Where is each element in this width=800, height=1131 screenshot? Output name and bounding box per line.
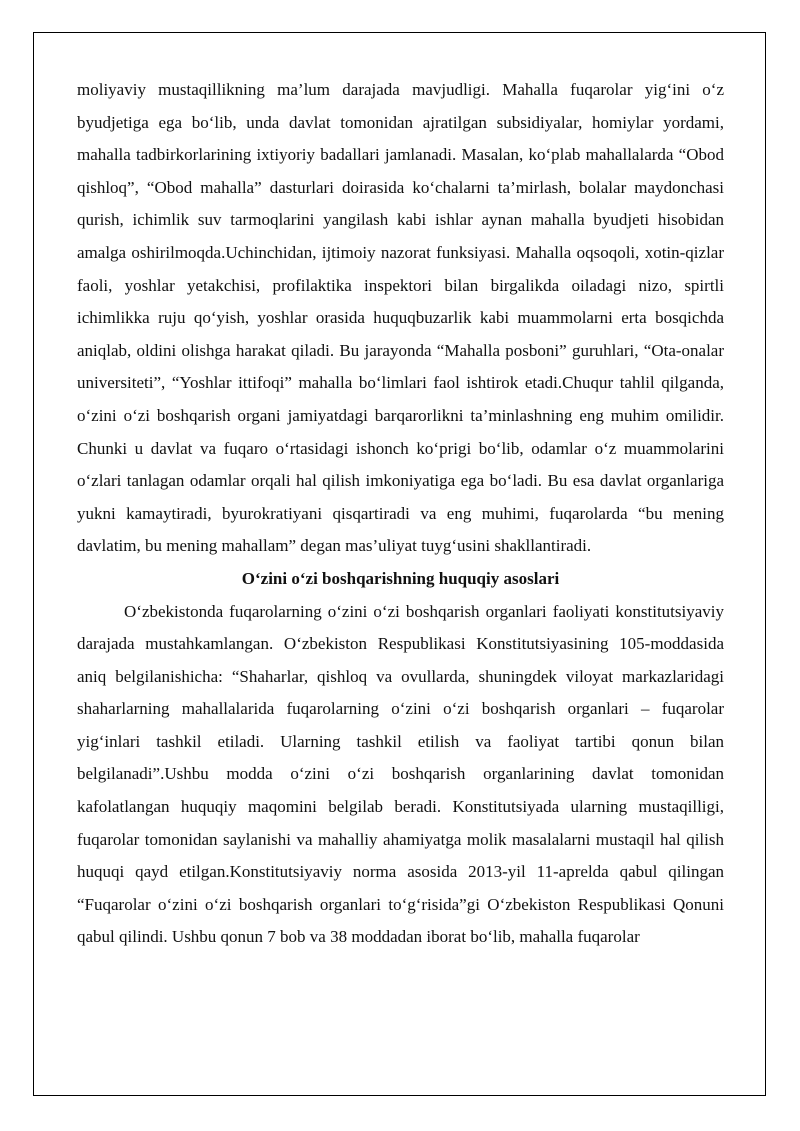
paragraph-2: O‘zbekistonda fuqarolarning o‘zini o‘zi boshqarish organlari faoliyati konstitutsiyaviy darajada mustahkamlangan. O‘zbekiston Respublikasi Konstitutsiyasining 105-moddasida aniq belgilanishicha: “Shaharlar, qishloq va ovullarda, shuningdek viloyat markazlaridagi shaharlarning mahallalarida fuqarolarning o‘zini o‘zi boshqarish organlari – fuqarolar yig‘inlari tashkil etiladi. Ularning tashkil etilish va faoliyat tartibi qonun bilan belgilanadi”.Ushbu modda o‘zini o‘zi boshqarish organlarining davlat tomonidan kafolatlangan huquqiy maqomini belgilab beradi. Konstitutsiyada ularning mustaqilligi, fuqarolar tomonidan saylanishi va mahalliy ahamiyatga molik masalalarni mustaqil hal qilish huquqi qayd etilgan.Konstitutsiyaviy norma asosida 2013-yil 11-aprelda qabul qilingan “Fuqarolar o‘zini o‘zi boshqarish organlari to‘g‘risida”gi O‘zbekiston Respublikasi Qonuni qabul qilindi. Ushbu qonun 7 bob va 38 moddadan iborat bo‘lib, mahalla fuqarolar <box>77 601 724 947</box>
section-heading: O‘zini o‘zi boshqarishning huquqiy asoslari <box>241 568 560 588</box>
document-body <box>77 74 724 954</box>
paragraph-1: moliyaviy mustaqillikning ma’lum darajada mavjudligi. Mahalla fuqarolar yig‘ini o‘z byudjetiga ega bo‘lib, unda davlat tomonidan ajratilgan subsidiyalar, homiylar yordami, mahalla tadbirkorlarining ixtiyoriy badallari jamlanadi. Masalan, ko‘plab mahallalarda “Obod qishloq”, “Obod mahalla” dasturlari doirasida ko‘chalarni ta’mirlash, bolalar maydonchasi qurish, ichimlik suv tarmoqlarini yangilash kabi ishlar aynan mahalla byudjeti hisobidan amalga oshirilmoqda.Uchinchidan, ijtimoiy nazorat funksiyasi. Mahalla oqsoqoli, xotin-qizlar faoli, yoshlar yetakchisi, profilaktika inspektori bilan birgalikda oiladagi nizo, spirtli ichimlikka ruju qo‘yish, yoshlar orasida huquqbuzarlik kabi muammolarni erta bosqichda aniqlab, oldini olishga harakat qiladi. Bu jarayonda “Mahalla posboni” guruhlari, “Ota-onalar universiteti”, “Yoshlar ittifoqi” mahalla bo‘limlari faol ishtirok etadi.Chuqur tahlil qilganda, o‘zini o‘zi boshqarish organi jamiyatdagi barqarorlikni ta’minlashning eng muhim omilidir. Chunki u davlat va fuqaro o‘rtasidagi ishonch ko‘prigi bo‘lib, odamlar o‘z muammolarini o‘zlari tanlagan odamlar orqali hal qilish imkoniyatiga ega bo‘ladi. Bu esa davlat organlariga yukni kamaytiradi, byurokratiyani qisqartiradi va eng muhimi, fuqarolarda “bu mening davlatim, bu mening mahallam” degan mas’uliyat tuyg‘usini shakllantiradi. <box>77 80 724 556</box>
